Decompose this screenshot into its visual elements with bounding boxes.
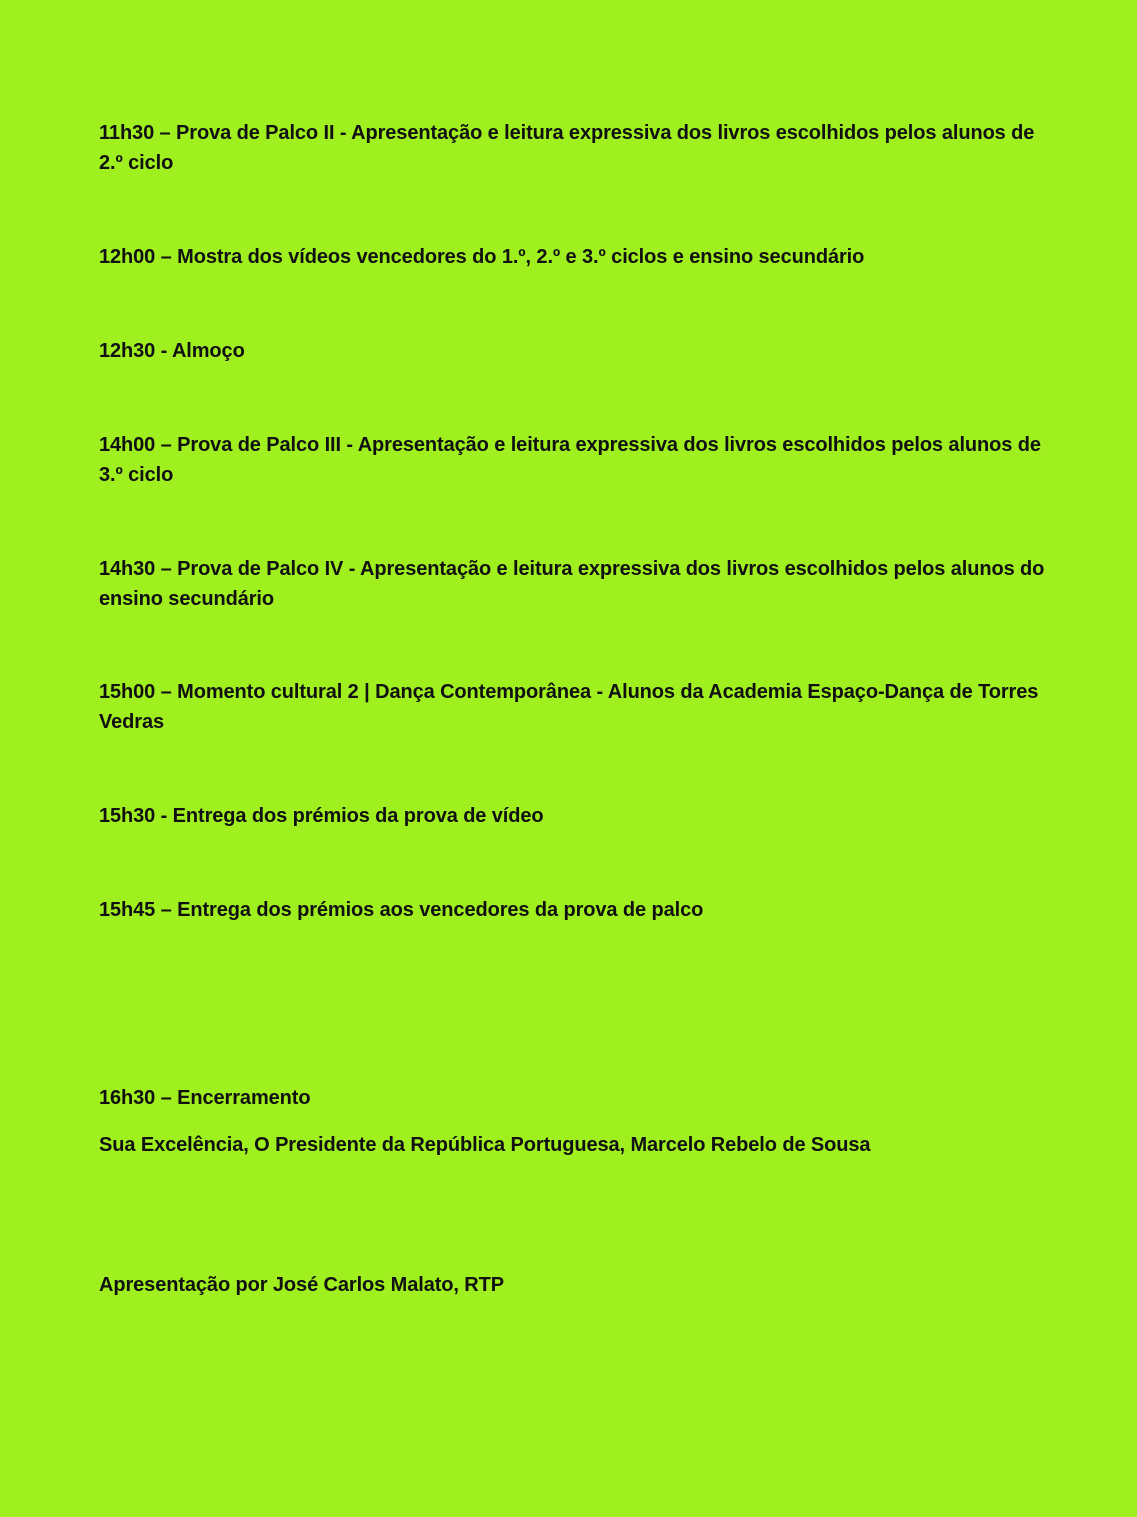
schedule-item-1530: 15h30 - Entrega dos prémios da prova de vídeo <box>99 805 544 827</box>
schedule-item-1430: 14h30 – Prova de Palco IV - Apresentação e leitura expressiva dos livros escolhidos pelos alunos do ensino secundário <box>99 558 1045 610</box>
closing-speaker: Sua Excelência, O Presidente da República Portuguesa, Marcelo Rebelo de Sousa <box>99 1134 871 1156</box>
schedule-item-1630: 16h30 – Encerramento <box>99 1087 311 1109</box>
schedule-item-1545: 15h45 – Entrega dos prémios aos vencedores da prova de palco <box>99 899 704 921</box>
presenter-credit: Apresentação por José Carlos Malato, RTP <box>99 1274 505 1296</box>
schedule-item-1130: 11h30 – Prova de Palco II - Apresentação e leitura expressiva dos livros escolhidos pelos alunos de 2.º ciclo <box>99 122 1035 174</box>
schedule-item-1200: 12h00 – Mostra dos vídeos vencedores do 1.º, 2.º e 3.º ciclos e ensino secundário <box>99 246 865 268</box>
schedule-item-1500: 15h00 – Momento cultural 2 | Dança Contemporânea - Alunos da Academia Espaço-Dança de Torres Vedras <box>99 681 1039 733</box>
schedule-item-1230: 12h30 - Almoço <box>99 340 245 362</box>
schedule-item-1400: 14h00 – Prova de Palco III - Apresentação e leitura expressiva dos livros escolhidos pelos alunos de 3.º ciclo <box>99 434 1041 486</box>
